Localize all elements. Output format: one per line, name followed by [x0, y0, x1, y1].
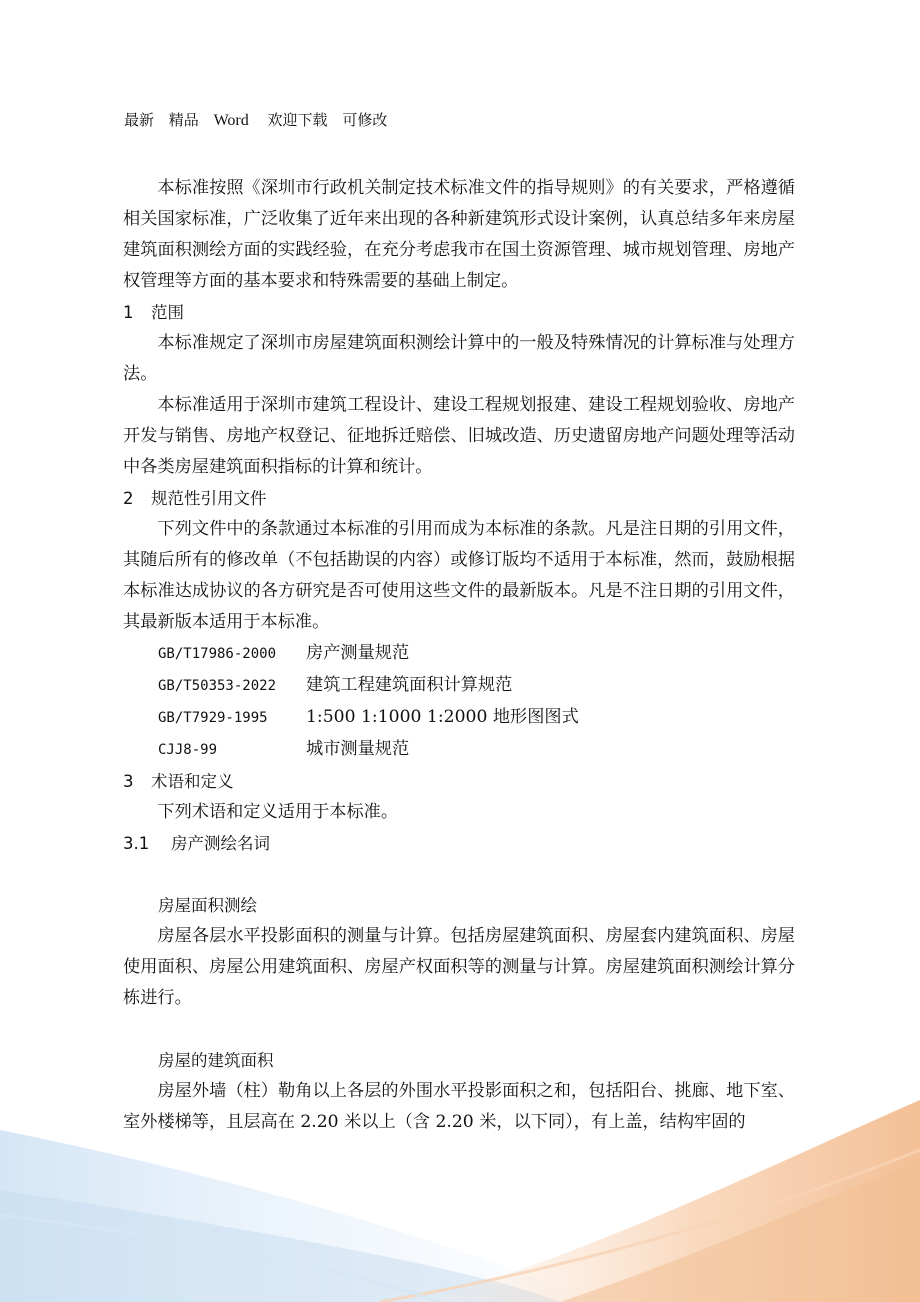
page-header	[124, 110, 397, 131]
subsection-number: 3.1	[123, 834, 150, 853]
subsection-title: 房产测绘名词	[171, 834, 270, 853]
intro-paragraph: 本标准按照《深圳市行政机关制定技术标准文件的指导规则》的有关要求，严格遵循相关国家标准，广泛收集了近年来出现的各种新建筑形式设计案例，认真总结多年来房屋建筑面积测绘方面的实践经验，在充分考虑我市在国土资源管理、城市规划管理、房地产权管理等方面的基本要求和特殊需要的基础上制定。	[123, 178, 795, 291]
section-title: 范围	[151, 303, 184, 322]
section-heading	[123, 483, 795, 514]
section-number: 3	[123, 772, 134, 791]
reference-code: CJJ8-99	[158, 742, 218, 758]
reference-code: GB/T17986-2000	[158, 646, 277, 662]
reference-title: 1:500 1:1000 1:2000 地形图图式	[306, 707, 579, 727]
section-number: 1	[123, 303, 134, 322]
spacer	[123, 1014, 795, 1045]
header-item: 最新	[124, 111, 155, 129]
reference-title: 建筑工程建筑面积计算规范	[306, 675, 513, 695]
section-heading	[123, 766, 795, 797]
term-heading: 房屋面积测绘	[158, 896, 257, 915]
term-heading: 房屋的建筑面积	[158, 1051, 274, 1070]
reference-code: GB/T50353-2022	[158, 678, 277, 694]
term-definition: 房屋各层水平投影面积的测量与计算。包括房屋建筑面积、房屋套内建筑面积、房屋使用面积、房屋公用建筑面积、房屋产权面积等的测量与计算。房屋建筑面积测绘计算分栋进行。	[123, 926, 795, 1008]
paragraph: 下列术语和定义适用于本标准。	[157, 802, 399, 822]
subsection-heading	[123, 828, 795, 859]
reference-item	[123, 638, 795, 670]
reference-item	[123, 702, 795, 734]
paragraph: 下列文件中的条款通过本标准的引用而成为本标准的条款。凡是注日期的引用文件，其随后所有的修改单（不包括勘误的内容）或修订版均不适用于本标准，然而，鼓励根据本标准达成协议的各方研究是否可使用这些文件的最新版本。凡是不注日期的引用文件，其最新版本适用于本标准。	[123, 519, 795, 632]
paragraph: 本标准适用于深圳市建筑工程设计、建设工程规划报建、建设工程规划验收、房地产开发与销售、房地产权登记、征地拆迁赔偿、旧城改造、历史遗留房地产问题处理等活动中各类房屋建筑面积指标的计算和统计。	[123, 395, 795, 477]
reference-item	[123, 734, 795, 766]
section-number: 2	[123, 489, 134, 508]
spacer	[123, 859, 795, 890]
section-title: 规范性引用文件	[151, 489, 267, 508]
reference-title: 房产测量规范	[306, 643, 410, 663]
section-title: 术语和定义	[151, 772, 234, 791]
paragraph: 本标准规定了深圳市房屋建筑面积测绘计算中的一般及特殊情况的计算标准与处理方法。	[123, 333, 795, 384]
header-item: 欢迎下载	[267, 111, 328, 129]
reference-title: 城市测量规范	[306, 739, 410, 759]
header-item: 可修改	[342, 111, 388, 129]
document-body	[123, 173, 795, 1138]
header-item: 精品	[168, 111, 199, 129]
header-item: Word	[213, 112, 249, 129]
term-definition: 房屋外墙（柱）勒角以上各层的外围水平投影面积之和，包括阳台、挑廊、地下室、室外楼梯等，且层高在 2.20 米以上（含 2.20 米，以下同），有上盖，结构牢固的	[123, 1081, 795, 1132]
reference-item	[123, 670, 795, 702]
reference-code: GB/T7929-1995	[158, 710, 268, 726]
section-heading	[123, 297, 795, 328]
